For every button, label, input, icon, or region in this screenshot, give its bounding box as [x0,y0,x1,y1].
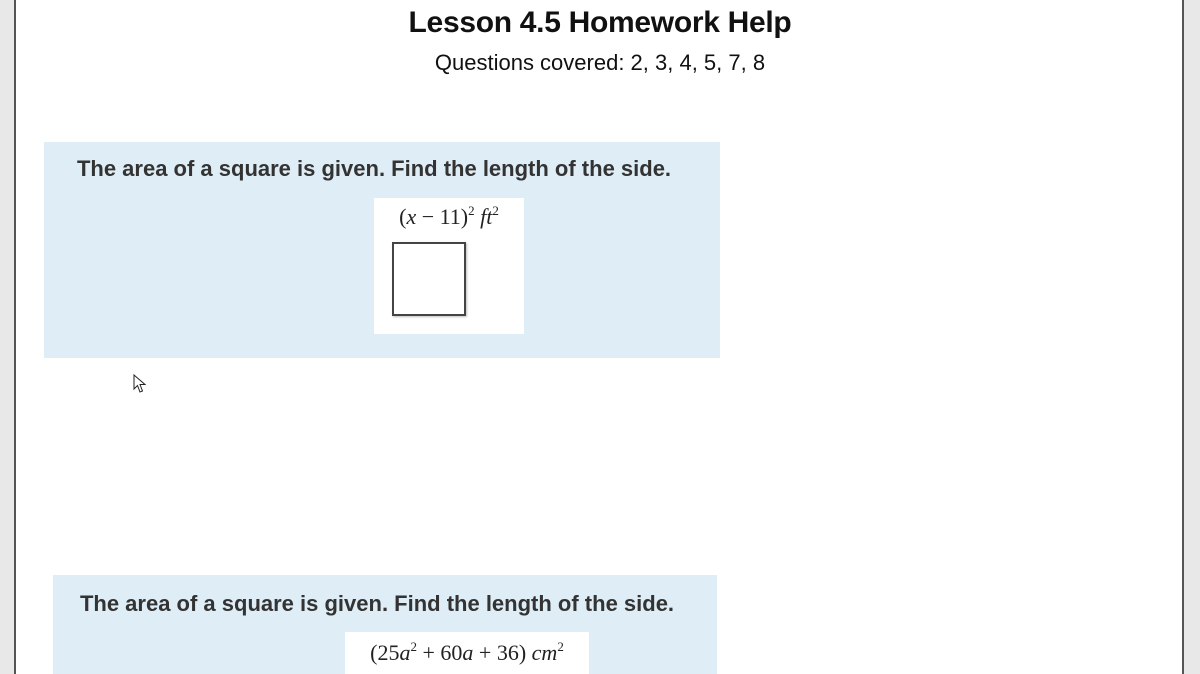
mouse-cursor-icon [133,374,147,394]
area-expression: $(25a^2 + 60a + 36)$ $cm^2$ [370,639,564,665]
question-prompt: The area of a square is given. Find the length of the side. [79,591,675,616]
question-figure-card [374,198,524,334]
question-box [44,142,720,358]
question-figure-card [345,632,589,674]
area-expression: $(x - 11)^2$ $ft^2$ [399,203,499,229]
question-box [53,575,717,674]
document-page [14,0,1184,674]
page-title: Lesson 4.5 Homework Help [408,6,792,39]
question-prompt: The area of a square is given. Find the length of the side. [76,156,672,181]
page-subtitle: Questions covered: 2, 3, 4, 5, 7, 8 [434,50,766,75]
square-diagram [392,242,466,316]
